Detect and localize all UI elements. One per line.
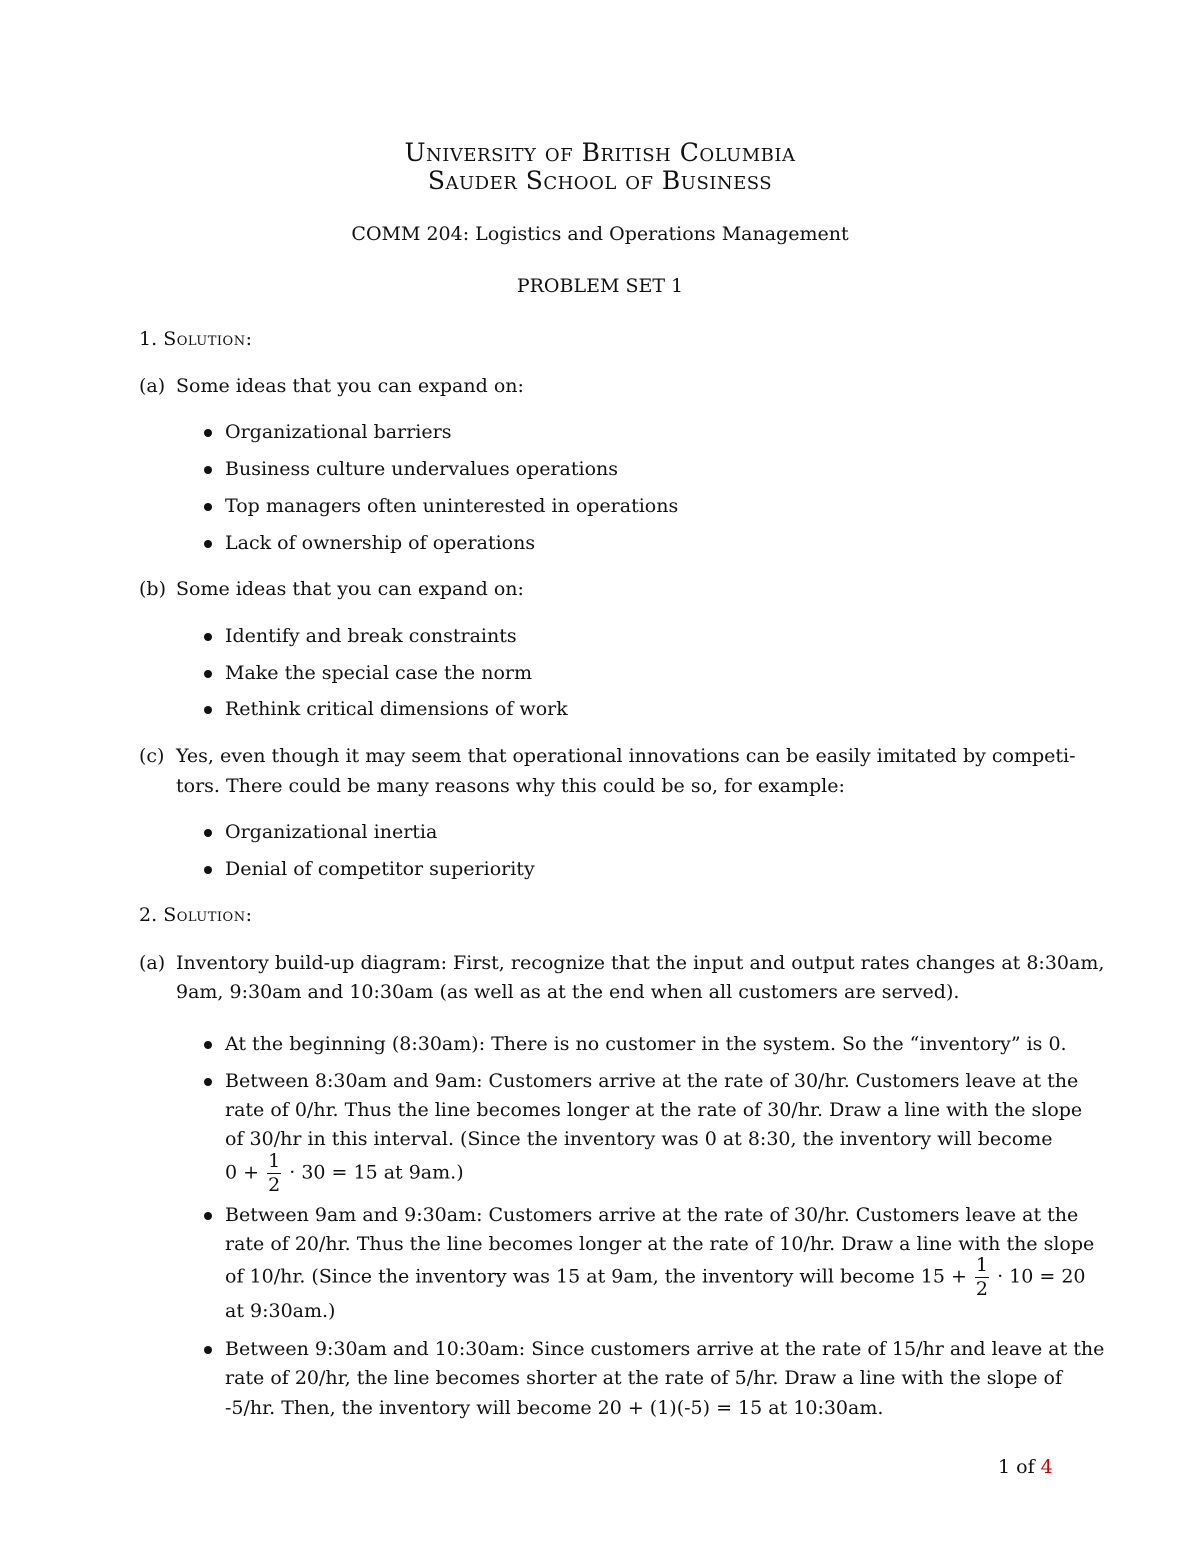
- q2a-label: (a): [139, 952, 166, 974]
- bullet-icon: [204, 866, 212, 874]
- bullet-icon: [204, 1212, 212, 1220]
- bullet-icon: [204, 1346, 212, 1354]
- math-expression: · 10 = 20: [997, 1265, 1086, 1288]
- problem-set-title: PROBLEM SET 1: [516, 275, 684, 297]
- q1c-line-1: Yes, even though it may seem that operational innovations can be easily imitated by competi-: [176, 745, 1076, 767]
- q2-solution-label: Solution:: [163, 904, 253, 926]
- q1a-item-3: Top managers often uninterested in operations: [225, 495, 679, 517]
- bullet-icon: [204, 633, 212, 641]
- fraction-numerator: 1: [975, 1254, 989, 1276]
- page-indicator: [998, 1456, 1053, 1478]
- q2a-line-2: 9am, 9:30am and 10:30am (as well as at the end when all customers are served).: [176, 981, 960, 1003]
- q2a-bullet-3-line-2: rate of 20/hr. Thus the line becomes longer at the rate of 10/hr. Draw a line with the slope: [225, 1233, 1095, 1255]
- fraction-numerator: 1: [268, 1150, 281, 1172]
- q2a-bullet-4-line-3: -5/hr. Then, the inventory will become 20 + (1)(-5) = 15 at 10:30am.: [225, 1397, 884, 1419]
- bullet-icon: [204, 466, 212, 474]
- q2-heading: [139, 904, 252, 926]
- q1c-item-2: Denial of competitor superiority: [225, 858, 535, 880]
- q1b-text: Some ideas that you can expand on:: [176, 578, 524, 600]
- q2a-bullet-4-line-2: rate of 20/hr, the line becomes shorter at the rate of 5/hr. Draw a line with the slope of: [225, 1367, 1062, 1389]
- page-total-link[interactable]: 4: [1040, 1456, 1053, 1478]
- q1a-item-1: Organizational barriers: [225, 421, 452, 443]
- q1a-item-2: Business culture undervalues operations: [225, 458, 619, 480]
- q2a-bullet-1: At the beginning (8:30am): There is no customer in the system. So the “inventory” is 0.: [225, 1033, 1067, 1055]
- q1-number: 1.: [139, 328, 158, 350]
- fraction: [975, 1256, 989, 1299]
- q1c-line-2: tors. There could be many reasons why this could be so, for example:: [176, 775, 845, 797]
- bullet-icon: [204, 706, 212, 714]
- q1-heading: [139, 328, 252, 350]
- q2a-bullet-2-line-1: Between 8:30am and 9am: Customers arrive at the rate of 30/hr. Customers leave at the: [225, 1070, 1079, 1092]
- page-of: of: [1016, 1456, 1035, 1478]
- q1b-item-3: Rethink critical dimensions of work: [225, 698, 568, 720]
- bullet-icon: [204, 670, 212, 678]
- math-expression: · 30 = 15 at 9am.): [289, 1161, 464, 1184]
- bullet-icon: [204, 429, 212, 437]
- q2a-bullet-2-line-4: [225, 1152, 464, 1195]
- bullet-icon: [204, 540, 212, 548]
- q2a-bullet-4-line-1: Between 9:30am and 10:30am: Since customers arrive at the rate of 15/hr and leave at the: [225, 1338, 1105, 1360]
- q2a-line-1: Inventory build-up diagram: First, recognize that the input and output rates changes at 8:30am,: [176, 952, 1105, 974]
- q1a-label: (a): [139, 375, 166, 397]
- bullet-icon: [204, 1041, 212, 1049]
- q2a-bullet-2-line-2: rate of 0/hr. Thus the line becomes longer at the rate of 30/hr. Draw a line with the slope: [225, 1099, 1083, 1121]
- fraction: [267, 1152, 281, 1195]
- q1b-item-2: Make the special case the norm: [225, 662, 532, 684]
- course-title: COMM 204: Logistics and Operations Management: [351, 223, 849, 245]
- math-expression: of 10/hr. (Since the inventory was 15 at 9am, the inventory will become 15 +: [225, 1265, 967, 1288]
- q2a-bullet-2-line-3: of 30/hr in this interval. (Since the inventory was 0 at 8:30, the inventory will become: [225, 1128, 1053, 1150]
- bullet-icon: [204, 829, 212, 837]
- q2a-bullet-3-line-3: [225, 1254, 1086, 1300]
- fraction-denominator: 2: [975, 1278, 989, 1300]
- university-title: University of British Columbia: [404, 138, 796, 167]
- page-current: 1: [998, 1456, 1011, 1478]
- q2-number: 2.: [139, 904, 158, 926]
- fraction-denominator: 2: [268, 1174, 281, 1196]
- bullet-icon: [204, 503, 212, 511]
- q1a-item-4: Lack of ownership of operations: [225, 532, 536, 554]
- q1b-label: (b): [139, 578, 166, 600]
- q1a-text: Some ideas that you can expand on:: [176, 375, 524, 397]
- q1-solution-label: Solution:: [163, 328, 253, 350]
- q2a-bullet-3-line-1: Between 9am and 9:30am: Customers arrive at the rate of 30/hr. Customers leave at the: [225, 1204, 1079, 1226]
- q1b-item-1: Identify and break constraints: [225, 625, 517, 647]
- school-title: Sauder School of Business: [427, 166, 773, 195]
- math-expression: 0 +: [225, 1161, 260, 1184]
- q1c-label: (c): [139, 745, 165, 767]
- q2a-bullet-3-line-4: at 9:30am.): [225, 1300, 336, 1322]
- bullet-icon: [204, 1078, 212, 1086]
- q1c-item-1: Organizational inertia: [225, 821, 438, 843]
